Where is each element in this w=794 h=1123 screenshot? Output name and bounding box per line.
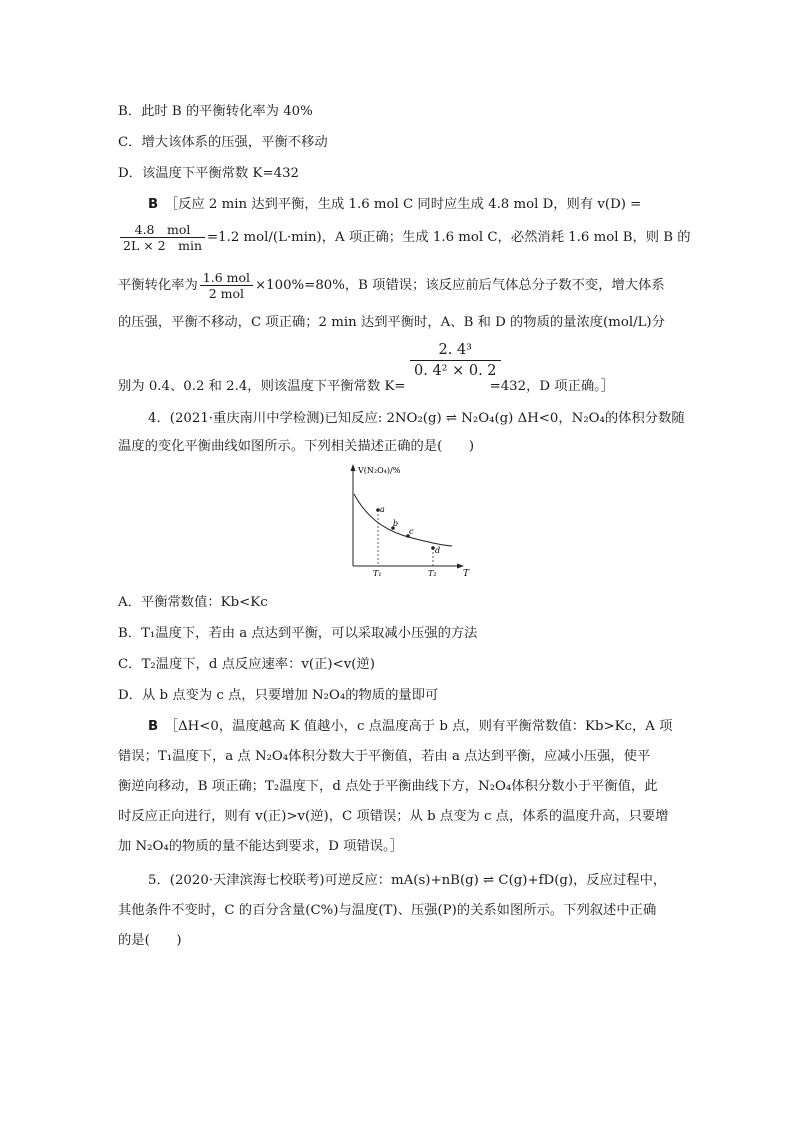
option-d: D．该温度下平衡常数 K=432 [118, 166, 300, 181]
explanation-4-line-4: 时反应正向进行，则有 v(正)>v(逆)，C 项错误；从 b 点变为 c 点，体系的温度升高，只要增 [118, 809, 669, 824]
n2o4-volume-fraction-graph [342, 458, 472, 578]
explanation-3-line-2 [118, 222, 691, 253]
fraction-denominator: 0. 4² × 0. 2 [414, 363, 497, 379]
explanation-text: =432，D 项正确。］ [489, 379, 615, 394]
fraction-numerator: 1.6 mol [200, 270, 253, 286]
x-axis-label: T [463, 569, 470, 578]
explanation-4-line-2: 错误；T₁温度下，a 点 N₂O₄体积分数大于平衡值，若由 a 点达到平衡，应减小压强，使平 [118, 749, 651, 764]
explanation-text: =1.2 mol/(L·min)，A 项正确；生成 1.6 mol C，必然消耗 1.6 mol B，则 B 的 [207, 230, 691, 245]
explanation-4-line-1 [148, 718, 708, 736]
question-4-stem-1: 4．(2021·重庆南川中学检测)已知反应: 2NO₂(g) ⇌ N₂O₄(g) ΔH<0，N₂O₄的体积分数随 [148, 411, 685, 426]
point-c-label: c [409, 527, 414, 536]
fraction-numerator: 2. 4³ [410, 340, 501, 361]
option-4a: A．平衡常数值：Kb<Kc [118, 595, 268, 610]
point-a-label: a [380, 505, 385, 514]
rate-fraction [120, 222, 205, 253]
answer-label: B [148, 197, 159, 212]
point-b-label: b [393, 519, 399, 528]
equilibrium-curve [354, 494, 452, 546]
explanation-3-line-1 [148, 196, 708, 214]
fraction-denominator: 2L × 2 min [123, 238, 203, 253]
answer-label: B [148, 719, 159, 734]
fraction-denominator: 2 mol [208, 286, 245, 301]
explanation-3-line-3 [118, 270, 678, 301]
explanation-text: ［ΔH<0，温度越高 K 值越小，c 点温度高于 b 点，则有平衡常数值：Kb>Kc，A 项 [171, 719, 673, 734]
option-4c: C．T₂温度下，d 点反应速率：v(正)<v(逆) [118, 657, 375, 672]
option-4b: B．T₁温度下，若由 a 点达到平衡，可以采取减小压强的方法 [118, 626, 478, 641]
equilibrium-constant-fraction [410, 340, 501, 381]
question-5-stem-3: 的是( ) [118, 933, 182, 948]
fraction-numerator: 4.8 mol [120, 222, 205, 238]
explanation-text: ［反应 2 min 达到平衡，生成 1.6 mol C 同时应生成 4.8 mol D，则有 v(D) = [171, 197, 642, 212]
explanation-4-line-5: 加 N₂O₄的物质的量不能达到要求，D 项错误。］ [118, 839, 404, 854]
conversion-fraction [200, 270, 253, 301]
question-5-stem-2: 其他条件不变时，C 的百分含量(C%)与温度(T)、压强(P)的关系如图所示。下列叙述中正确 [118, 903, 657, 918]
explanation-4-line-3: 衡逆向移动，B 项正确；T₂温度下，d 点处于平衡曲线下方，N₂O₄体积分数小于平衡值，此 [118, 779, 658, 794]
question-4-stem-2: 温度的变化平衡曲线如图所示。下列相关描述正确的是( ) [118, 439, 475, 454]
explanation-3-line-5 [118, 378, 678, 396]
t1-tick-label: T₁ [373, 569, 382, 578]
explanation-text: 平衡转化率为 [118, 278, 198, 293]
point-d-label: d [435, 546, 441, 555]
question-5-stem-1: 5．(2020·天津滨海七校联考)可逆反应：mA(s)+nB(g) ⇌ C(g)+fD(g)，反应过程中， [148, 873, 667, 888]
y-axis-label: V(N₂O₄)/% [358, 466, 401, 475]
x-axis-arrow [457, 564, 464, 569]
option-b: B．此时 B 的平衡转化率为 40% [118, 104, 313, 119]
t2-tick-label: T₂ [428, 569, 437, 578]
option-4d: D．从 b 点变为 c 点，只要增加 N₂O₄的物质的量即可 [118, 688, 439, 703]
option-c: C．增大该体系的压强，平衡不移动 [118, 135, 328, 150]
explanation-3-line-4: 的压强，平衡不移动，C 项正确；2 min 达到平衡时，A、B 和 D 的物质的量浓度(mol/L)分 [118, 315, 665, 330]
explanation-text: ×100%=80%，B 项错误；该反应前后气体总分子数不变，增大体系 [255, 278, 665, 293]
explanation-text: 别为 0.4、0.2 和 2.4，则该温度下平衡常数 K= [118, 379, 406, 394]
y-axis-arrow [351, 464, 356, 471]
